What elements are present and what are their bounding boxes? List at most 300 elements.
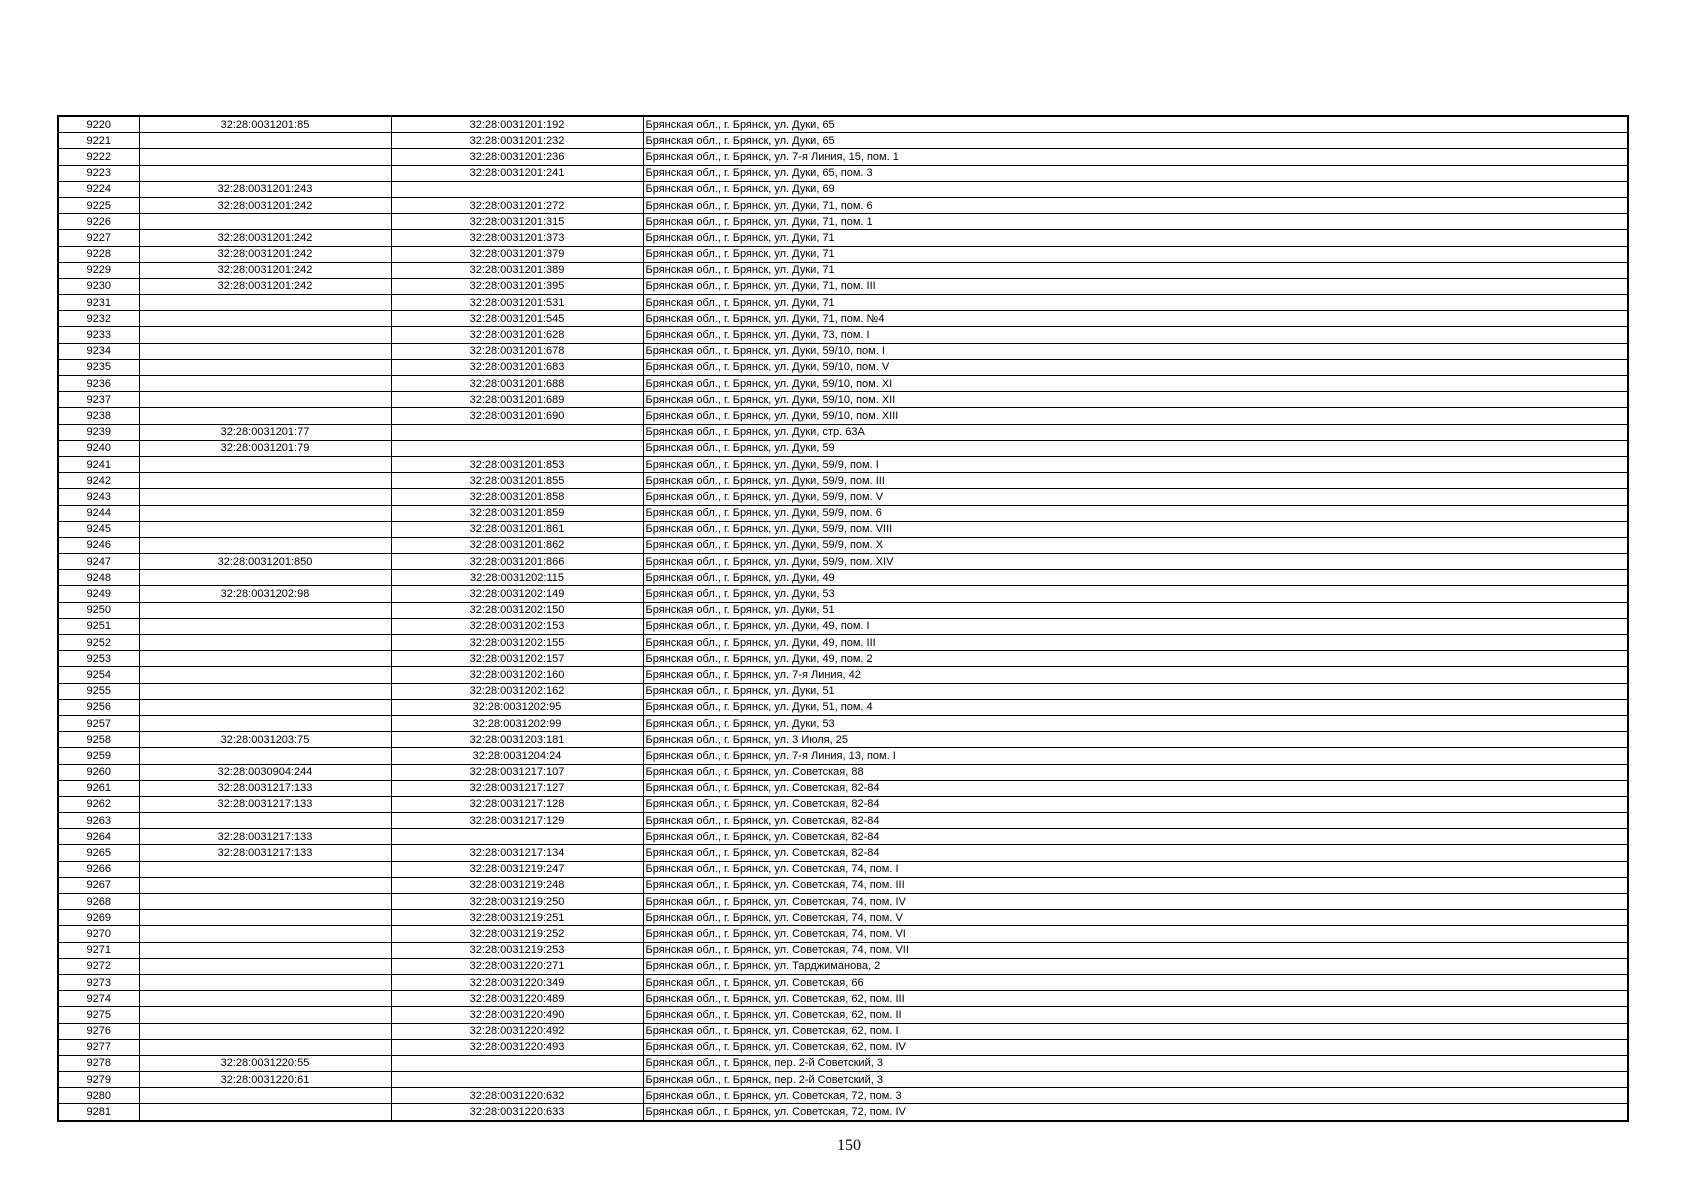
land-cadastral-number-cell: 32:28:0031201:242 xyxy=(139,262,391,278)
address-cell: Брянская обл., г. Брянск, ул. Дуки, 53 xyxy=(643,715,1628,731)
table-row xyxy=(58,1023,1628,1039)
land-cadastral-number-cell xyxy=(139,699,391,715)
address-cell: Брянская обл., г. Брянск, ул. Дуки, 59/9, пом. X xyxy=(643,537,1628,553)
address-cell: Брянская обл., г. Брянск, ул. Дуки, стр. 63А xyxy=(643,424,1628,440)
object-cadastral-number-cell: 32:28:0031220:490 xyxy=(391,1007,643,1023)
address-cell: Брянская обл., г. Брянск, ул. Дуки, 59/9, пом. 6 xyxy=(643,505,1628,521)
land-cadastral-number-cell: 32:28:0031201:243 xyxy=(139,181,391,197)
land-cadastral-number-cell xyxy=(139,602,391,618)
row-number-cell: 9252 xyxy=(58,635,139,651)
address-cell: Брянская обл., г. Брянск, ул. Дуки, 71 xyxy=(643,295,1628,311)
table-row xyxy=(58,715,1628,731)
table-row xyxy=(58,699,1628,715)
row-number-cell: 9245 xyxy=(58,521,139,537)
table-row xyxy=(58,440,1628,456)
address-cell: Брянская обл., г. Брянск, ул. Дуки, 49, пом. III xyxy=(643,635,1628,651)
land-cadastral-number-cell xyxy=(139,991,391,1007)
object-cadastral-number-cell: 32:28:0031201:858 xyxy=(391,489,643,505)
address-cell: Брянская обл., г. Брянск, ул. Дуки, 49 xyxy=(643,570,1628,586)
object-cadastral-number-cell: 32:28:0031201:232 xyxy=(391,133,643,149)
address-cell: Брянская обл., г. Брянск, ул. Советская, 72, пом. 3 xyxy=(643,1088,1628,1104)
object-cadastral-number-cell: 32:28:0031201:690 xyxy=(391,408,643,424)
address-cell: Брянская обл., г. Брянск, ул. Дуки, 59/9, пом. III xyxy=(643,473,1628,489)
table-row xyxy=(58,683,1628,699)
object-cadastral-number-cell: 32:28:0031201:683 xyxy=(391,359,643,375)
land-cadastral-number-cell xyxy=(139,877,391,893)
address-cell: Брянская обл., г. Брянск, ул. Дуки, 59/9, пом. I xyxy=(643,456,1628,472)
land-cadastral-number-cell xyxy=(139,618,391,634)
object-cadastral-number-cell: 32:28:0031201:373 xyxy=(391,230,643,246)
row-number-cell: 9243 xyxy=(58,489,139,505)
table-row xyxy=(58,748,1628,764)
address-cell: Брянская обл., г. Брянск, ул. Дуки, 59 xyxy=(643,440,1628,456)
row-number-cell: 9248 xyxy=(58,570,139,586)
object-cadastral-number-cell: 32:28:0031201:689 xyxy=(391,392,643,408)
row-number-cell: 9238 xyxy=(58,408,139,424)
land-cadastral-number-cell xyxy=(139,813,391,829)
land-cadastral-number-cell xyxy=(139,1023,391,1039)
table-row xyxy=(58,408,1628,424)
row-number-cell: 9233 xyxy=(58,327,139,343)
object-cadastral-number-cell xyxy=(391,424,643,440)
table-row xyxy=(58,586,1628,602)
table-row xyxy=(58,1007,1628,1023)
table-row xyxy=(58,813,1628,829)
table-row xyxy=(58,489,1628,505)
row-number-cell: 9230 xyxy=(58,278,139,294)
land-cadastral-number-cell: 32:28:0031201:79 xyxy=(139,440,391,456)
address-cell: Брянская обл., г. Брянск, ул. Дуки, 59/9, пом. V xyxy=(643,489,1628,505)
land-cadastral-number-cell xyxy=(139,1088,391,1104)
row-number-cell: 9262 xyxy=(58,796,139,812)
table-row xyxy=(58,197,1628,213)
address-cell: Брянская обл., г. Брянск, ул. Советская, 74, пом. III xyxy=(643,877,1628,893)
row-number-cell: 9241 xyxy=(58,456,139,472)
object-cadastral-number-cell: 32:28:0031201:678 xyxy=(391,343,643,359)
object-cadastral-number-cell: 32:28:0031201:862 xyxy=(391,537,643,553)
address-cell: Брянская обл., г. Брянск, ул. Дуки, 65 xyxy=(643,116,1628,133)
address-cell: Брянская обл., г. Брянск, ул. Советская, 74, пом. IV xyxy=(643,894,1628,910)
object-cadastral-number-cell: 32:28:0031219:250 xyxy=(391,894,643,910)
address-cell: Брянская обл., г. Брянск, ул. Советская, 82-84 xyxy=(643,829,1628,845)
land-cadastral-number-cell xyxy=(139,392,391,408)
object-cadastral-number-cell: 32:28:0031201:192 xyxy=(391,116,643,133)
land-cadastral-number-cell: 32:28:0031201:242 xyxy=(139,246,391,262)
row-number-cell: 9272 xyxy=(58,958,139,974)
object-cadastral-number-cell xyxy=(391,181,643,197)
land-cadastral-number-cell xyxy=(139,359,391,375)
row-number-cell: 9246 xyxy=(58,537,139,553)
object-cadastral-number-cell: 32:28:0031217:127 xyxy=(391,780,643,796)
table-row xyxy=(58,942,1628,958)
row-number-cell: 9259 xyxy=(58,748,139,764)
object-cadastral-number-cell: 32:28:0031201:395 xyxy=(391,278,643,294)
land-cadastral-number-cell xyxy=(139,715,391,731)
object-cadastral-number-cell: 32:28:0031220:489 xyxy=(391,991,643,1007)
object-cadastral-number-cell: 32:28:0031202:153 xyxy=(391,618,643,634)
table-row xyxy=(58,764,1628,780)
table-row xyxy=(58,1104,1628,1121)
table-row xyxy=(58,602,1628,618)
object-cadastral-number-cell: 32:28:0031220:492 xyxy=(391,1023,643,1039)
object-cadastral-number-cell: 32:28:0031217:107 xyxy=(391,764,643,780)
table-row xyxy=(58,230,1628,246)
object-cadastral-number-cell: 32:28:0031220:349 xyxy=(391,974,643,990)
row-number-cell: 9229 xyxy=(58,262,139,278)
object-cadastral-number-cell xyxy=(391,440,643,456)
table-row xyxy=(58,861,1628,877)
table-row xyxy=(58,343,1628,359)
table-row xyxy=(58,796,1628,812)
land-cadastral-number-cell xyxy=(139,505,391,521)
address-cell: Брянская обл., г. Брянск, ул. Дуки, 71 xyxy=(643,230,1628,246)
address-cell: Брянская обл., г. Брянск, ул. Дуки, 71, пом. 6 xyxy=(643,197,1628,213)
land-cadastral-number-cell xyxy=(139,165,391,181)
table-row xyxy=(58,926,1628,942)
land-cadastral-number-cell: 32:28:0031201:77 xyxy=(139,424,391,440)
object-cadastral-number-cell: 32:28:0031201:853 xyxy=(391,456,643,472)
row-number-cell: 9273 xyxy=(58,974,139,990)
object-cadastral-number-cell: 32:28:0031201:688 xyxy=(391,376,643,392)
land-cadastral-number-cell xyxy=(139,635,391,651)
address-cell: Брянская обл., г. Брянск, ул. Тарджиманова, 2 xyxy=(643,958,1628,974)
land-cadastral-number-cell xyxy=(139,651,391,667)
address-cell: Брянская обл., г. Брянск, ул. Советская, 62, пом. I xyxy=(643,1023,1628,1039)
address-cell: Брянская обл., г. Брянск, ул. Дуки, 49, пом. 2 xyxy=(643,651,1628,667)
land-cadastral-number-cell: 32:28:0031201:85 xyxy=(139,116,391,133)
address-cell: Брянская обл., г. Брянск, ул. Дуки, 59/10, пом. XII xyxy=(643,392,1628,408)
table-row xyxy=(58,456,1628,472)
land-cadastral-number-cell: 32:28:0030904:244 xyxy=(139,764,391,780)
table-row xyxy=(58,618,1628,634)
table-row xyxy=(58,1088,1628,1104)
object-cadastral-number-cell: 32:28:0031217:134 xyxy=(391,845,643,861)
object-cadastral-number-cell: 32:28:0031220:632 xyxy=(391,1088,643,1104)
row-number-cell: 9227 xyxy=(58,230,139,246)
land-cadastral-number-cell xyxy=(139,376,391,392)
table-row xyxy=(58,359,1628,375)
land-cadastral-number-cell xyxy=(139,214,391,230)
object-cadastral-number-cell: 32:28:0031219:251 xyxy=(391,910,643,926)
land-cadastral-number-cell xyxy=(139,1039,391,1055)
address-cell: Брянская обл., г. Брянск, ул. Дуки, 51 xyxy=(643,683,1628,699)
row-number-cell: 9265 xyxy=(58,845,139,861)
table-row xyxy=(58,392,1628,408)
object-cadastral-number-cell xyxy=(391,1055,643,1071)
address-cell: Брянская обл., г. Брянск, ул. 3 Июля, 25 xyxy=(643,732,1628,748)
object-cadastral-number-cell: 32:28:0031201:315 xyxy=(391,214,643,230)
address-cell: Брянская обл., г. Брянск, ул. Советская, 88 xyxy=(643,764,1628,780)
row-number-cell: 9223 xyxy=(58,165,139,181)
address-cell: Брянская обл., г. Брянск, ул. Советская, 74, пом. VII xyxy=(643,942,1628,958)
land-cadastral-number-cell xyxy=(139,683,391,699)
object-cadastral-number-cell: 32:28:0031201:861 xyxy=(391,521,643,537)
land-cadastral-number-cell xyxy=(139,149,391,165)
land-cadastral-number-cell xyxy=(139,974,391,990)
table-row xyxy=(58,974,1628,990)
row-number-cell: 9228 xyxy=(58,246,139,262)
address-cell: Брянская обл., г. Брянск, ул. Советская, 82-84 xyxy=(643,845,1628,861)
row-number-cell: 9257 xyxy=(58,715,139,731)
row-number-cell: 9236 xyxy=(58,376,139,392)
address-cell: Брянская обл., г. Брянск, ул. Дуки, 73, пом. I xyxy=(643,327,1628,343)
row-number-cell: 9275 xyxy=(58,1007,139,1023)
table-row xyxy=(58,424,1628,440)
table-row xyxy=(58,311,1628,327)
table-row xyxy=(58,505,1628,521)
object-cadastral-number-cell: 32:28:0031201:866 xyxy=(391,554,643,570)
land-cadastral-number-cell xyxy=(139,958,391,974)
address-cell: Брянская обл., г. Брянск, ул. Дуки, 53 xyxy=(643,586,1628,602)
object-cadastral-number-cell: 32:28:0031201:236 xyxy=(391,149,643,165)
row-number-cell: 9261 xyxy=(58,780,139,796)
row-number-cell: 9268 xyxy=(58,894,139,910)
row-number-cell: 9271 xyxy=(58,942,139,958)
table-row xyxy=(58,845,1628,861)
land-cadastral-number-cell: 32:28:0031217:133 xyxy=(139,845,391,861)
address-cell: Брянская обл., г. Брянск, ул. 7-я Линия, 42 xyxy=(643,667,1628,683)
land-cadastral-number-cell: 32:28:0031201:242 xyxy=(139,278,391,294)
registry-table-body xyxy=(58,116,1628,1121)
object-cadastral-number-cell: 32:28:0031201:389 xyxy=(391,262,643,278)
row-number-cell: 9247 xyxy=(58,554,139,570)
land-cadastral-number-cell xyxy=(139,521,391,537)
land-cadastral-number-cell xyxy=(139,327,391,343)
object-cadastral-number-cell: 32:28:0031202:150 xyxy=(391,602,643,618)
object-cadastral-number-cell: 32:28:0031202:157 xyxy=(391,651,643,667)
table-row xyxy=(58,278,1628,294)
row-number-cell: 9242 xyxy=(58,473,139,489)
row-number-cell: 9222 xyxy=(58,149,139,165)
land-cadastral-number-cell: 32:28:0031201:242 xyxy=(139,230,391,246)
table-row xyxy=(58,1039,1628,1055)
table-row xyxy=(58,214,1628,230)
address-cell: Брянская обл., г. Брянск, ул. Дуки, 71, пом. III xyxy=(643,278,1628,294)
address-cell: Брянская обл., г. Брянск, пер. 2-й Советский, 3 xyxy=(643,1055,1628,1071)
address-cell: Брянская обл., г. Брянск, ул. Советская, 62, пом. II xyxy=(643,1007,1628,1023)
address-cell: Брянская обл., г. Брянск, ул. Дуки, 71 xyxy=(643,262,1628,278)
object-cadastral-number-cell: 32:28:0031219:252 xyxy=(391,926,643,942)
object-cadastral-number-cell: 32:28:0031202:95 xyxy=(391,699,643,715)
land-cadastral-number-cell xyxy=(139,942,391,958)
object-cadastral-number-cell: 32:28:0031201:379 xyxy=(391,246,643,262)
address-cell: Брянская обл., г. Брянск, ул. Советская, 82-84 xyxy=(643,813,1628,829)
table-row xyxy=(58,958,1628,974)
land-cadastral-number-cell xyxy=(139,667,391,683)
table-row xyxy=(58,1055,1628,1071)
address-cell: Брянская обл., г. Брянск, ул. Советская, 82-84 xyxy=(643,796,1628,812)
address-cell: Брянская обл., г. Брянск, ул. Советская, 74, пом. VI xyxy=(643,926,1628,942)
table-row xyxy=(58,894,1628,910)
row-number-cell: 9264 xyxy=(58,829,139,845)
object-cadastral-number-cell: 32:28:0031202:115 xyxy=(391,570,643,586)
address-cell: Брянская обл., г. Брянск, ул. Дуки, 71 xyxy=(643,246,1628,262)
row-number-cell: 9280 xyxy=(58,1088,139,1104)
land-cadastral-number-cell xyxy=(139,311,391,327)
object-cadastral-number-cell: 32:28:0031201:531 xyxy=(391,295,643,311)
address-cell: Брянская обл., г. Брянск, ул. Дуки, 59/9, пом. XIV xyxy=(643,554,1628,570)
row-number-cell: 9269 xyxy=(58,910,139,926)
object-cadastral-number-cell: 32:28:0031202:99 xyxy=(391,715,643,731)
table-row xyxy=(58,780,1628,796)
address-cell: Брянская обл., г. Брянск, ул. Советская, 66 xyxy=(643,974,1628,990)
row-number-cell: 9267 xyxy=(58,877,139,893)
object-cadastral-number-cell: 32:28:0031220:633 xyxy=(391,1104,643,1121)
row-number-cell: 9249 xyxy=(58,586,139,602)
address-cell: Брянская обл., г. Брянск, ул. Дуки, 51 xyxy=(643,602,1628,618)
address-cell: Брянская обл., г. Брянск, ул. Дуки, 59/10, пом. V xyxy=(643,359,1628,375)
table-row xyxy=(58,910,1628,926)
row-number-cell: 9234 xyxy=(58,343,139,359)
row-number-cell: 9256 xyxy=(58,699,139,715)
object-cadastral-number-cell: 32:28:0031203:181 xyxy=(391,732,643,748)
land-cadastral-number-cell xyxy=(139,861,391,877)
address-cell: Брянская обл., г. Брянск, ул. 7-я Линия, 13, пом. I xyxy=(643,748,1628,764)
object-cadastral-number-cell: 32:28:0031219:247 xyxy=(391,861,643,877)
land-cadastral-number-cell: 32:28:0031203:75 xyxy=(139,732,391,748)
land-cadastral-number-cell: 32:28:0031220:61 xyxy=(139,1072,391,1088)
row-number-cell: 9231 xyxy=(58,295,139,311)
land-cadastral-number-cell: 32:28:0031217:133 xyxy=(139,796,391,812)
object-cadastral-number-cell: 32:28:0031219:248 xyxy=(391,877,643,893)
table-row xyxy=(58,829,1628,845)
land-cadastral-number-cell xyxy=(139,1007,391,1023)
table-row xyxy=(58,537,1628,553)
row-number-cell: 9260 xyxy=(58,764,139,780)
object-cadastral-number-cell: 32:28:0031202:162 xyxy=(391,683,643,699)
land-cadastral-number-cell xyxy=(139,910,391,926)
land-cadastral-number-cell xyxy=(139,489,391,505)
row-number-cell: 9250 xyxy=(58,602,139,618)
land-cadastral-number-cell xyxy=(139,343,391,359)
address-cell: Брянская обл., г. Брянск, ул. Дуки, 69 xyxy=(643,181,1628,197)
address-cell: Брянская обл., г. Брянск, ул. Дуки, 59/10, пом. I xyxy=(643,343,1628,359)
address-cell: Брянская обл., г. Брянск, ул. Дуки, 71, пом. 1 xyxy=(643,214,1628,230)
table-row xyxy=(58,667,1628,683)
row-number-cell: 9232 xyxy=(58,311,139,327)
object-cadastral-number-cell: 32:28:0031201:241 xyxy=(391,165,643,181)
row-number-cell: 9237 xyxy=(58,392,139,408)
row-number-cell: 9274 xyxy=(58,991,139,1007)
object-cadastral-number-cell: 32:28:0031201:628 xyxy=(391,327,643,343)
address-cell: Брянская обл., г. Брянск, ул. Советская, 72, пом. IV xyxy=(643,1104,1628,1121)
row-number-cell: 9251 xyxy=(58,618,139,634)
address-cell: Брянская обл., г. Брянск, ул. Советская, 62, пом. III xyxy=(643,991,1628,1007)
row-number-cell: 9266 xyxy=(58,861,139,877)
row-number-cell: 9226 xyxy=(58,214,139,230)
table-row xyxy=(58,165,1628,181)
table-row xyxy=(58,521,1628,537)
table-row xyxy=(58,116,1628,133)
land-cadastral-number-cell: 32:28:0031202:98 xyxy=(139,586,391,602)
address-cell: Брянская обл., г. Брянск, ул. 7-я Линия, 15, пом. 1 xyxy=(643,149,1628,165)
address-cell: Брянская обл., г. Брянск, ул. Советская, 62, пом. IV xyxy=(643,1039,1628,1055)
table-row xyxy=(58,991,1628,1007)
land-cadastral-number-cell xyxy=(139,133,391,149)
address-cell: Брянская обл., г. Брянск, ул. Дуки, 51, пом. 4 xyxy=(643,699,1628,715)
address-cell: Брянская обл., г. Брянск, ул. Дуки, 65 xyxy=(643,133,1628,149)
object-cadastral-number-cell: 32:28:0031201:855 xyxy=(391,473,643,489)
object-cadastral-number-cell: 32:28:0031202:155 xyxy=(391,635,643,651)
row-number-cell: 9220 xyxy=(58,116,139,133)
table-row xyxy=(58,473,1628,489)
row-number-cell: 9253 xyxy=(58,651,139,667)
object-cadastral-number-cell: 32:28:0031220:271 xyxy=(391,958,643,974)
table-row xyxy=(58,376,1628,392)
row-number-cell: 9221 xyxy=(58,133,139,149)
table-row xyxy=(58,262,1628,278)
land-cadastral-number-cell: 32:28:0031220:55 xyxy=(139,1055,391,1071)
table-row xyxy=(58,554,1628,570)
land-cadastral-number-cell xyxy=(139,570,391,586)
object-cadastral-number-cell xyxy=(391,829,643,845)
land-cadastral-number-cell: 32:28:0031201:850 xyxy=(139,554,391,570)
row-number-cell: 9225 xyxy=(58,197,139,213)
table-row xyxy=(58,877,1628,893)
table-row xyxy=(58,133,1628,149)
object-cadastral-number-cell: 32:28:0031202:149 xyxy=(391,586,643,602)
land-cadastral-number-cell xyxy=(139,1104,391,1121)
object-cadastral-number-cell: 32:28:0031201:272 xyxy=(391,197,643,213)
table-row xyxy=(58,732,1628,748)
row-number-cell: 9254 xyxy=(58,667,139,683)
row-number-cell: 9277 xyxy=(58,1039,139,1055)
address-cell: Брянская обл., г. Брянск, ул. Дуки, 59/9, пом. VIII xyxy=(643,521,1628,537)
object-cadastral-number-cell: 32:28:0031220:493 xyxy=(391,1039,643,1055)
table-row xyxy=(58,181,1628,197)
address-cell: Брянская обл., г. Брянск, пер. 2-й Советский, 3 xyxy=(643,1072,1628,1088)
row-number-cell: 9240 xyxy=(58,440,139,456)
row-number-cell: 9278 xyxy=(58,1055,139,1071)
row-number-cell: 9224 xyxy=(58,181,139,197)
row-number-cell: 9279 xyxy=(58,1072,139,1088)
table-row xyxy=(58,651,1628,667)
page-number: 150 xyxy=(837,1137,861,1154)
row-number-cell: 9281 xyxy=(58,1104,139,1121)
table-row xyxy=(58,149,1628,165)
address-cell: Брянская обл., г. Брянск, ул. Советская, 74, пом. V xyxy=(643,910,1628,926)
object-cadastral-number-cell: 32:28:0031201:859 xyxy=(391,505,643,521)
row-number-cell: 9263 xyxy=(58,813,139,829)
table-row xyxy=(58,1072,1628,1088)
land-cadastral-number-cell xyxy=(139,537,391,553)
object-cadastral-number-cell: 32:28:0031217:129 xyxy=(391,813,643,829)
address-cell: Брянская обл., г. Брянск, ул. Советская, 74, пом. I xyxy=(643,861,1628,877)
table-row xyxy=(58,327,1628,343)
row-number-cell: 9258 xyxy=(58,732,139,748)
land-cadastral-number-cell: 32:28:0031201:242 xyxy=(139,197,391,213)
row-number-cell: 9235 xyxy=(58,359,139,375)
address-cell: Брянская обл., г. Брянск, ул. Советская, 82-84 xyxy=(643,780,1628,796)
row-number-cell: 9255 xyxy=(58,683,139,699)
object-cadastral-number-cell: 32:28:0031202:160 xyxy=(391,667,643,683)
object-cadastral-number-cell: 32:28:0031204:24 xyxy=(391,748,643,764)
land-cadastral-number-cell xyxy=(139,926,391,942)
object-cadastral-number-cell: 32:28:0031201:545 xyxy=(391,311,643,327)
row-number-cell: 9244 xyxy=(58,505,139,521)
land-cadastral-number-cell xyxy=(139,894,391,910)
row-number-cell: 9276 xyxy=(58,1023,139,1039)
address-cell: Брянская обл., г. Брянск, ул. Дуки, 49, пом. I xyxy=(643,618,1628,634)
table-row xyxy=(58,295,1628,311)
land-cadastral-number-cell xyxy=(139,473,391,489)
row-number-cell: 9239 xyxy=(58,424,139,440)
object-cadastral-number-cell: 32:28:0031219:253 xyxy=(391,942,643,958)
property-registry-table xyxy=(57,115,1629,1122)
address-cell: Брянская обл., г. Брянск, ул. Дуки, 71, пом. №4 xyxy=(643,311,1628,327)
address-cell: Брянская обл., г. Брянск, ул. Дуки, 65, пом. 3 xyxy=(643,165,1628,181)
land-cadastral-number-cell xyxy=(139,295,391,311)
